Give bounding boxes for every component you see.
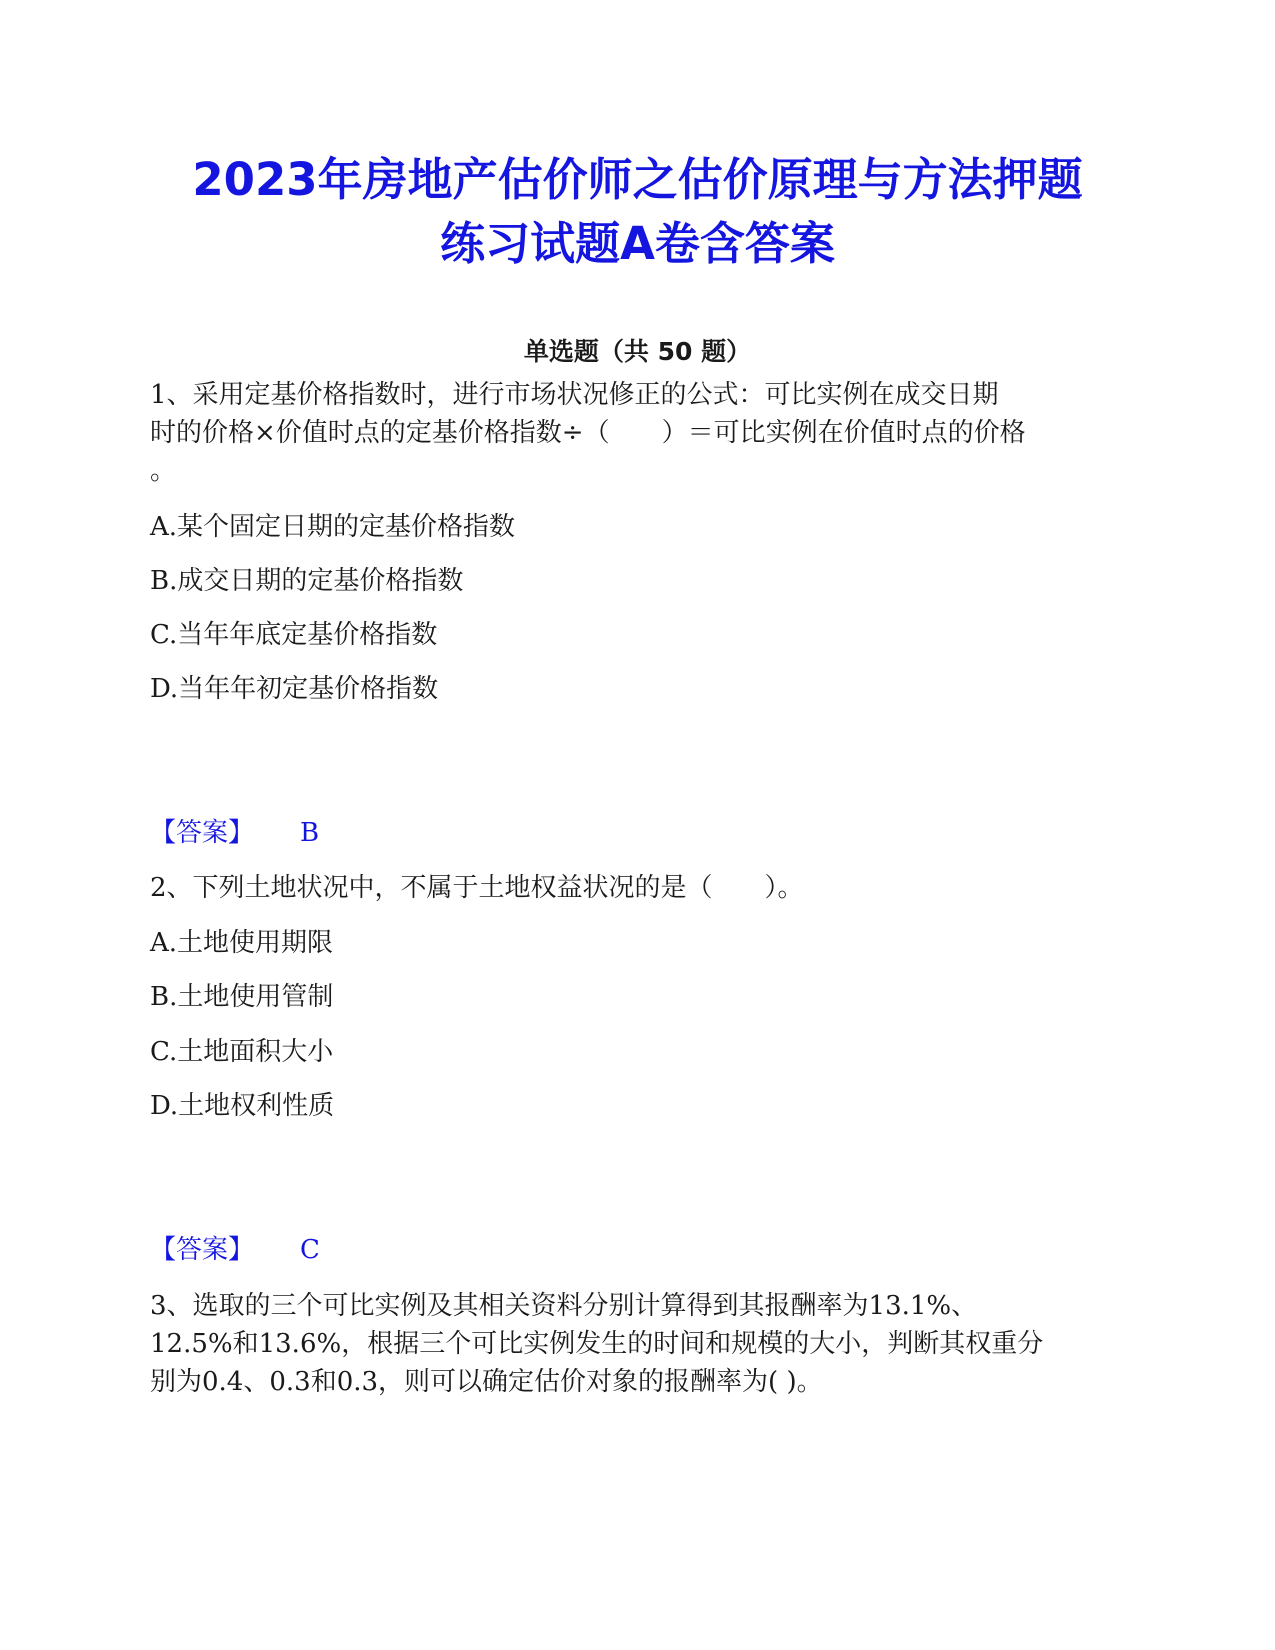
question-1-option-b: B.成交日期的定基价格指数 [150,566,464,596]
document-title-line-2: 练习试题A卷含答案 [440,217,835,270]
question-1-stem-line-1: 1、采用定基价格指数时，进行市场状况修正的公式：可比实例在成交日期 [150,380,999,410]
question-2-option-b: B.土地使用管制 [150,982,334,1012]
answer-value: C [300,1235,320,1265]
question-1-option-d: D.当年年初定基价格指数 [150,674,439,704]
question-3-stem-line-1: 3、选取的三个可比实例及其相关资料分别计算得到其报酬率为13.1%、 [150,1291,978,1321]
question-2-option-a: A.土地使用期限 [150,928,334,958]
question-3-stem-line-3: 别为0.4、0.3和0.3，则可以确定估价对象的报酬率为( )。 [150,1367,823,1397]
answer-value: B [300,818,320,848]
question-3-stem-line-2: 12.5%和13.6%，根据三个可比实例发生的时间和规模的大小，判断其权重分 [150,1329,1044,1359]
document-title-line-1: 2023年房地产估价师之估价原理与方法押题 [192,153,1083,206]
question-1-option-c: C.当年年底定基价格指数 [150,620,438,650]
question-1-stem-line-2: 时的价格×价值时点的定基价格指数÷（ ）＝可比实例在价值时点的价格 [150,418,1026,448]
answer-label: 【答案】 [150,1235,255,1265]
question-1-option-a: A.某个固定日期的定基价格指数 [150,512,516,542]
answer-label: 【答案】 [150,818,255,848]
section-heading: 单选题（共 50 题） [523,337,752,366]
question-2-option-c: C.土地面积大小 [150,1037,334,1067]
question-1-stem-line-3: 。 [150,456,177,486]
question-2-stem-line-1: 2、下列土地状况中，不属于土地权益状况的是（ ）。 [150,873,804,903]
question-2-option-d: D.土地权利性质 [150,1091,335,1121]
question-1-answer [150,814,319,852]
question-2-answer [150,1231,320,1269]
